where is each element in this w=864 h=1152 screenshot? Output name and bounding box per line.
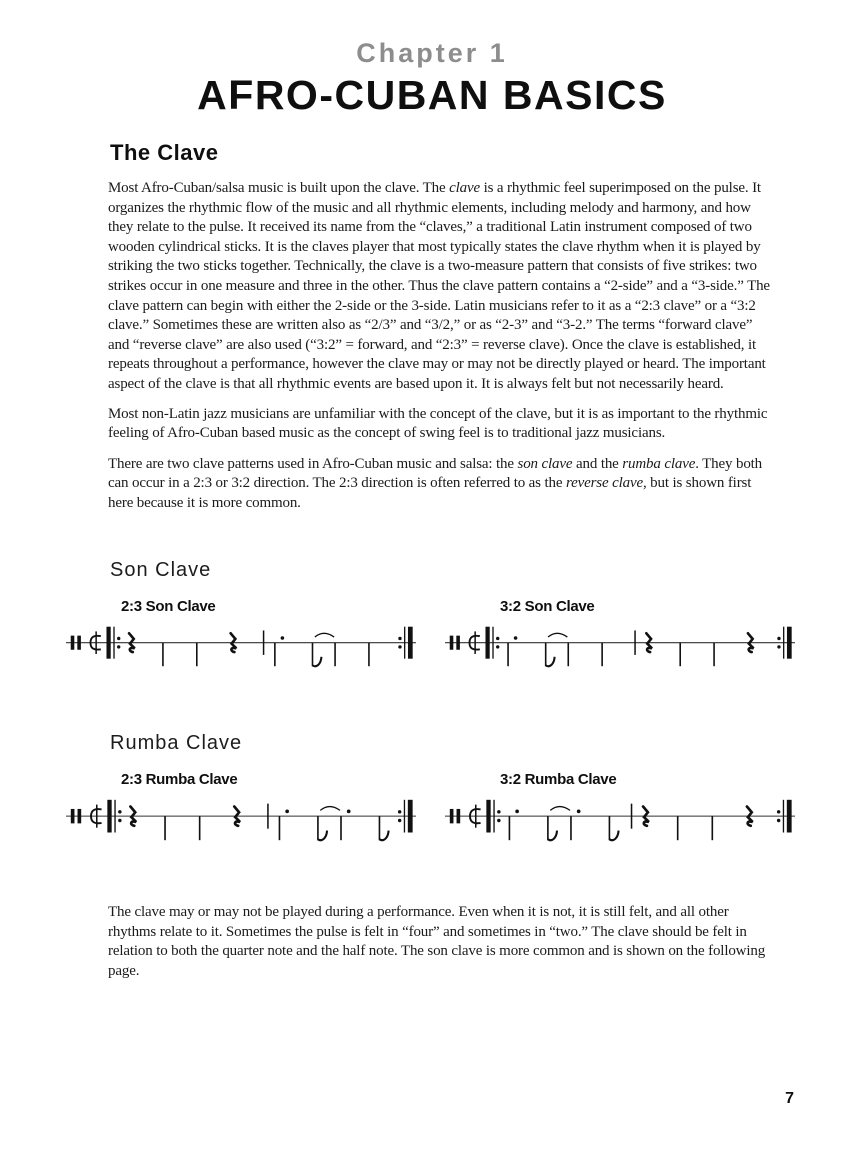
rumba-clave-examples	[66, 771, 864, 847]
clave-paragraph-2: Most non-Latin jazz musicians are unfamiliar with the concept of the clave, but it is as important to the rhythmic feeling of Afro-Cuban based music as the concept of swing feel is to traditional jazz musicians.	[108, 405, 768, 442]
rumba-clave-heading: Rumba Clave	[110, 732, 243, 755]
son-32-example	[445, 598, 795, 673]
chapter-label: Chapter 1	[356, 38, 508, 68]
page-number: 7	[785, 1090, 794, 1107]
clave-paragraph-3: There are two clave patterns used in Afro-Cuban music and salsa: the son clave and the rumba clave. They both can occur in a 2:3 or 3:2 direction. The 2:3 direction is often referred to as the reverse clave, but is shown first here because it is more common.	[108, 455, 763, 511]
son-23-example	[66, 598, 416, 673]
rumba-23-example	[66, 771, 416, 847]
son-23-staff-notation	[66, 622, 416, 673]
closing-paragraph: The clave may or may not be played during a performance. Even when it is not, it is still felt, and all other rhythms relate to it. Sometimes the pulse is felt in “four” and sometimes in “two.” The clave should be felt in relation to both the quarter note and the half note. The son clave is more common and is shown on the following page.	[108, 904, 766, 979]
son-32-staff-notation	[445, 622, 795, 673]
the-clave-heading: The Clave	[110, 140, 219, 165]
son-23-label: 2:3 Son Clave	[121, 597, 216, 615]
son-clave-heading: Son Clave	[110, 558, 212, 581]
son-clave-examples	[66, 598, 864, 673]
rumba-32-example	[445, 771, 795, 847]
clave-paragraph-1: Most Afro-Cuban/salsa music is built upon the clave. The clave is a rhythmic feel superimposed on the pulse. It organizes the rhythmic flow of the music and all rhythmic elements, including melody and harmony, and how they relate to the pulse. It received its name from the “claves,” a traditional Latin instrument composed of two wooden cylindrical sticks. It is the claves player that most typically states the clave rhythm when it is played by striking the two sticks together. Technically, the clave is a two-measure pattern that consists of five strikes: two strikes occur in one measure and three in the other. Thus the clave pattern contains a “2-side” and a “3-side.” The clave pattern can begin with either the 2-side or the 3-side. Latin musicians refer to it as a “2:3 clave” or a “3:2 clave.” Sometimes these are written also as “2/3” and “3/2,” or as “2-3” and “3-2.” The terms “forward clave” and “reverse clave” are also used (“3:2” = forward, and “2:3” = reverse clave). Once the clave is established, it repeats throughout a performance, however the clave may or may not be directly played or heard. The important aspect of the clave is that all rhythmic events are based upon it. It is always felt but not necessarily heard.	[108, 180, 770, 392]
son-32-label: 3:2 Son Clave	[500, 597, 595, 615]
rumba-32-staff-notation	[445, 795, 795, 847]
rumba-23-label: 2:3 Rumba Clave	[121, 771, 238, 789]
page-title: AFRO-CUBAN BASICS	[197, 72, 667, 118]
rumba-32-label: 3:2 Rumba Clave	[500, 771, 617, 789]
rumba-23-staff-notation	[66, 795, 416, 847]
